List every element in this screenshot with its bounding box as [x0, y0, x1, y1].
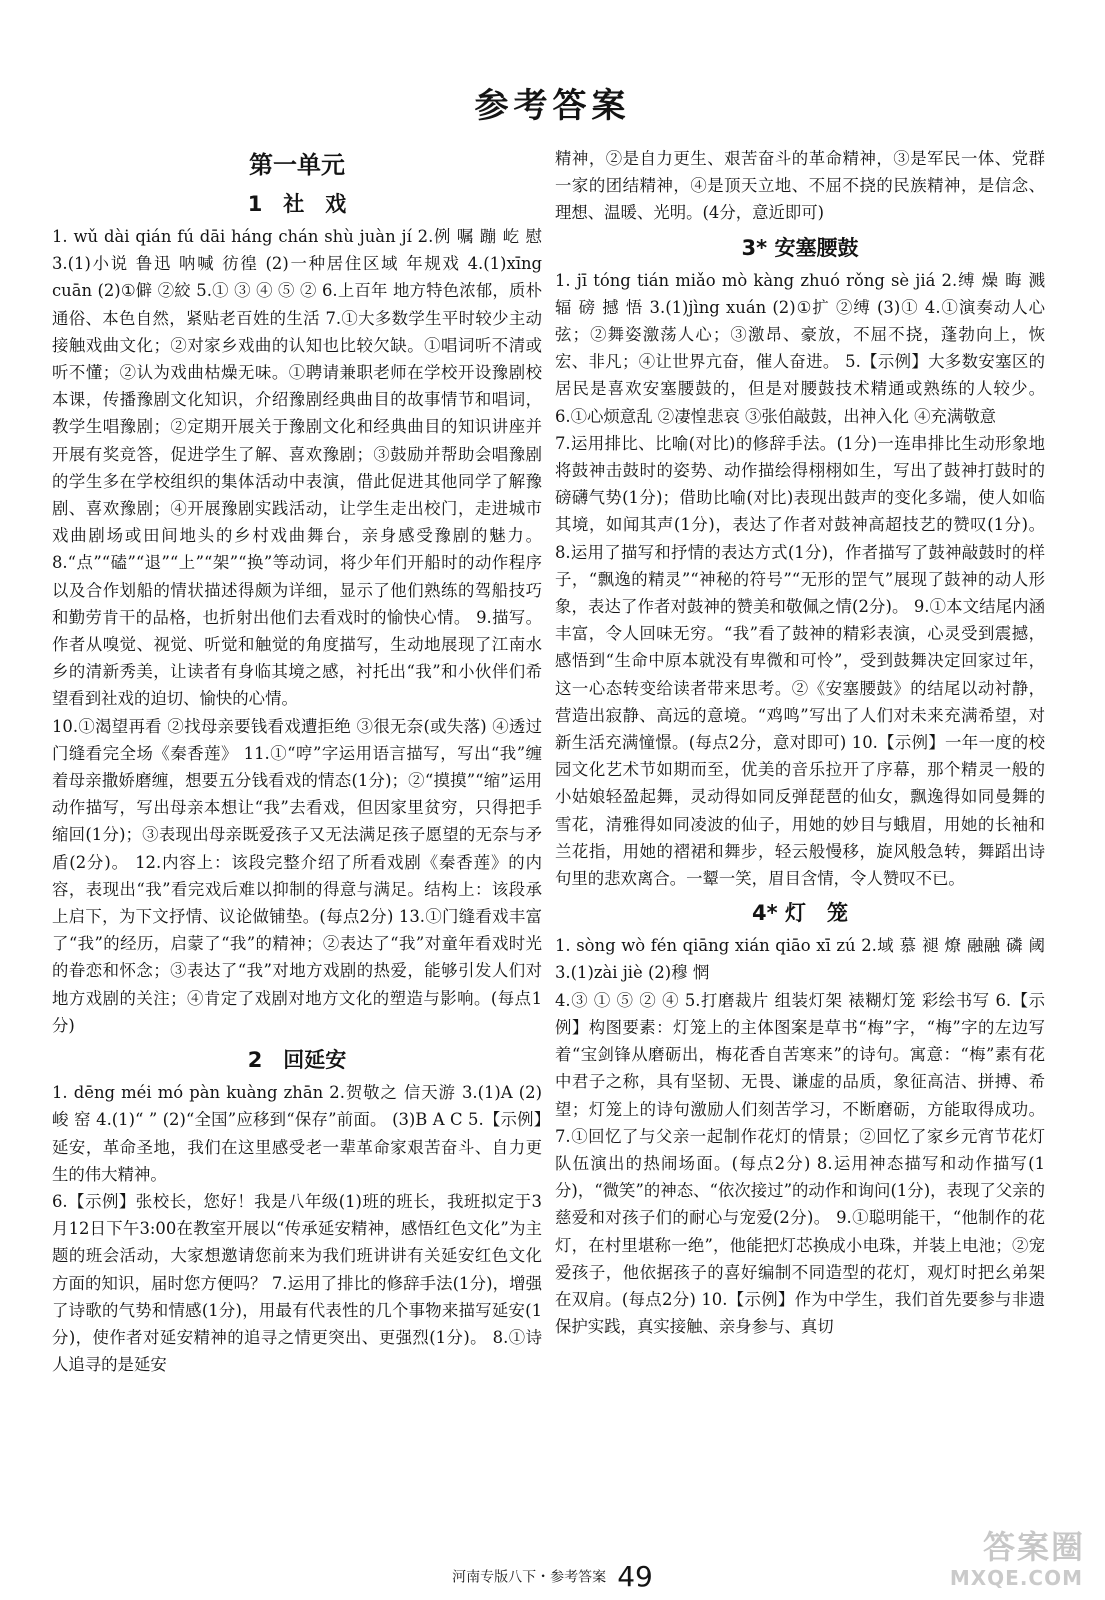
- lesson-3-title: 3* 安塞腰鼓: [741, 235, 859, 260]
- page-number: 49: [617, 1560, 653, 1593]
- lesson-2-answers-part2: 6.【示例】张校长，您好！我是八年级(1)班的班长，我班拟定于3月12日下午3:00在教室开展以“传承延安精神，感悟红色文化”为主题的班会活动，大家想邀请您前来为我们班讲讲有关延安红色文化方面的知识，届时您方便吗？ 7.运用了排比的修辞手法(1分)，增强了诗歌的气势和情感(1分)，用最有代表性的几个事物来描写延安(1分)，使作者对延安精神的追寻之情更突出、更强烈(1分)。 8.①诗人追寻的是延安: [52, 1191, 542, 1375]
- footer-label: 河南专版八下・参考答案: [452, 1569, 607, 1586]
- lesson-4-answers-part2: 4.③ ① ⑤ ② ④ 5.打磨裁片 组装灯架 裱糊灯笼 彩绘书写 6.【示例】构图要素：灯笼上的主体图案是草书“梅”字，“梅”字的左边写着“宝剑锋从磨砺出，梅花香自苦寒来”的诗句。寓意：“梅”素有花中君子之称，具有坚韧、无畏、谦虚的品质，象征高洁、拼搏、希望；灯笼上的诗句激励人们刻苦学习，不断磨砺，方能取得成功。 7.①回忆了与父亲一起制作花灯的情景；②回忆了家乡元宵节花灯队伍演出的热闹场面。(每点2分) 8.运用神态描写和动作描写(1分)，“微笑”的神态、“依次接过”的动作和询问(1分)，表现了父亲的慈爱和对孩子们的耐心与宠爱(2分)。 9.①聪明能干，“他制作的花灯，在村里堪称一绝”，他能把灯芯换成小电珠，并装上电池；②宠爱孩子，他依据孩子的喜好编制不同造型的花灯，观灯时把幺弟架在双肩。(每点2分) 10.【示例】作为中学生，我们首先要参与非遗保护实践，真实接触、亲身参与、真切: [555, 990, 1045, 1337]
- lesson-4-answers: 1. sòng wò fén qiāng xián qiāo xī zú 2.域 慕 褪 燎 融融 磷 阈 3.(1)zài jiè (2)穆 惘: [555, 936, 1045, 983]
- page-footer: [0, 1560, 1105, 1593]
- lesson-4-title: 4* 灯 笼: [752, 901, 848, 926]
- left-column: [52, 145, 542, 1378]
- right-column: [555, 145, 1045, 1340]
- watermark-url: MXQE.COM: [949, 1566, 1083, 1590]
- lesson-3-answers-part2: 7.运用排比、比喻(对比)的修辞手法。(1分)一连串排比生动形象地将鼓神击鼓时的姿势、动作描绘得栩栩如生，写出了鼓神打鼓时的磅礴气势(1分)；借助比喻(对比)表现出鼓声的变化多端，使人如临其境，如闻其声(1分)，表达了作者对鼓神高超技艺的赞叹(1分)。 8.运用了描写和抒情的表达方式(1分)，作者描写了鼓神敲鼓时的样子，“飘逸的精灵”“神秘的符号”“无形的罡气”展现了鼓神的动人形象，表达了作者对鼓神的赞美和敬佩之情(2分)。 9.①本文结尾内涵丰富，令人回味无穷。“我”看了鼓神的精彩表演，心灵受到震撼，感悟到“生命中原本就没有卑微和可怜”，受到鼓舞决定回家过年，这一心态转变给读者带来思考。②《安塞腰鼓》的结尾以动衬静，营造出寂静、高远的意境。“鸡鸣”写出了人们对未来充满希望，对新生活充满憧憬。(每点2分，意对即可) 10.【示例】一年一度的校园文化艺术节如期而至，优美的音乐拉开了序幕，那个精灵一般的小姑娘轻盈起舞，灵动得如同反弹琵琶的仙女，飘逸得如同曼舞的雪花，清雅得如同凌波的仙子，用她的妙目与蛾眉，用她的长袖和兰花指，用她的褶裙和舞步，轻云般慢移，旋风般急转，舞蹈出诗句里的悲欢离合。一颦一笑，眉目含情，令人赞叹不已。: [555, 433, 1045, 889]
- lesson-2-answers: 1. dēng méi mó pàn kuàng zhān 2.贺敬之 信天游 3.(1)A (2)峻 窑 4.(1)“ ” (2)“全国”应移到“保存”前面。 (3)B A C 5.【示例】延安，革命圣地，我们在这里感受老一辈革命家艰苦奋斗、自力更生的伟大精神。: [52, 1083, 542, 1184]
- lesson-1-title: 1 社 戏: [247, 192, 347, 216]
- lesson-2-answers-continued: 精神，②是自力更生、艰苦奋斗的革命精神，③是军民一体、党群一家的团结精神，④是顶天立地、不屈不挠的民族精神，是信念、理想、温暖、光明。(4分，意近即可): [555, 149, 1045, 223]
- lesson-2-title: 2 回延安: [247, 1048, 347, 1073]
- lesson-3-answers: 1. jī tóng tián miǎo mò kàng zhuó rǒng sè jiá 2.缚 燥 晦 溅 辐 磅 撼 悟 3.(1)jìng xuán (2)①扩 ②缚 (3)① 4.①演奏动人心弦；②舞姿激荡人心；③激昂、豪放，不屈不挠，蓬勃向上，恢宏、非凡；④让世界亢奋，催人奋进。 5.【示例】大多数安塞区的居民是喜欢安塞腰鼓的，但是对腰鼓技术精通或熟练的人较少。 6.①心烦意乱 ②凄惶悲哀 ③张伯敲鼓，出神入化 ④充满敬意: [555, 270, 1045, 426]
- unit-title: 第一单元: [249, 151, 345, 179]
- lesson-1-answers-part2: 10.①渴望再看 ②找母亲要钱看戏遭拒绝 ③很无奈(或失落) ④透过门缝看完全场《秦香莲》 11.①“哼”字运用语言描写，写出“我”缠着母亲撒娇磨缠，想要五分钱看戏的情态(1分)；②“摸摸”“缩”运用动作描写，写出母亲本想让“我”去看戏，但因家里贫穷，只得把手缩回(1分)；③表现出母亲既爱孩子又无法满足孩子愿望的无奈与矛盾(2分)。 12.内容上：该段完整介绍了所看戏剧《秦香莲》的内容，表现出“我”看完戏后难以抑制的得意与满足。结构上：该段承上启下，为下文抒情、议论做铺垫。(每点2分) 13.①门缝看戏丰富了“我”的经历，启蒙了“我”的精神；②表达了“我”对童年看戏时光的眷恋和怀念；③表达了“我”对地方戏剧的热爱，能够引发人们对地方戏剧的关注；④肯定了戏剧对地方文化的塑造与影响。(每点1分): [52, 716, 542, 1035]
- lesson-1-answers: 1. wǔ dài qián fú dāi háng chán shù juàn jí 2.例 嘱 蹦 屹 慰 3.(1)小说 鲁迅 呐喊 彷徨 (2)一种居住区域 年规戏 4.(1)xīng cuān (2)①僻 ②絞 5.① ③ ④ ⑤ ② 6.上百年 地方特色浓郁，质朴通俗、本色自然，紧贴老百姓的生活 7.①大多数学生平时较少主动接触戏曲文化；②对家乡戏曲的认知也比较欠缺。①唱词听不清或听不懂；②认为戏曲枯燥无味。①聘请兼职老师在学校开设豫剧校本课，传播豫剧文化知识，介绍豫剧经典曲目的故事情节和唱词，教学生唱豫剧；②定期开展关于豫剧文化和经典曲目的知识讲座并开展有奖竞答，促进学生了解、喜欢豫剧；③鼓励并帮助会唱豫剧的学生多在学校组织的集体活动中表演，借此促进其他同学了解豫剧、喜欢豫剧；④开展豫剧实践活动，让学生走出校门，走进城市戏曲剧场或田间地头的乡村戏曲舞台，亲身感受豫剧的魅力。 8.“点”“磕”“退”“上”“架”“换”等动词，将少年们开船时的动作程序以及合作划船的情状描述得颇为详细，显示了他们熟练的驾船技巧和勤劳肯干的品格，也折射出他们去看戏时的愉快心情。 9.描写。作者从嗅觉、视觉、听觉和触觉的角度描写，生动地展现了江南水乡的清新秀美，让读者有身临其境之感，衬托出“我”和小伙伴们希望看到社戏的迫切、愉快的心情。: [52, 227, 542, 709]
- watermark-text: 答案圈: [982, 1528, 1085, 1566]
- watermark-logo: [941, 1518, 1091, 1596]
- page-title: 参考答案: [474, 86, 631, 126]
